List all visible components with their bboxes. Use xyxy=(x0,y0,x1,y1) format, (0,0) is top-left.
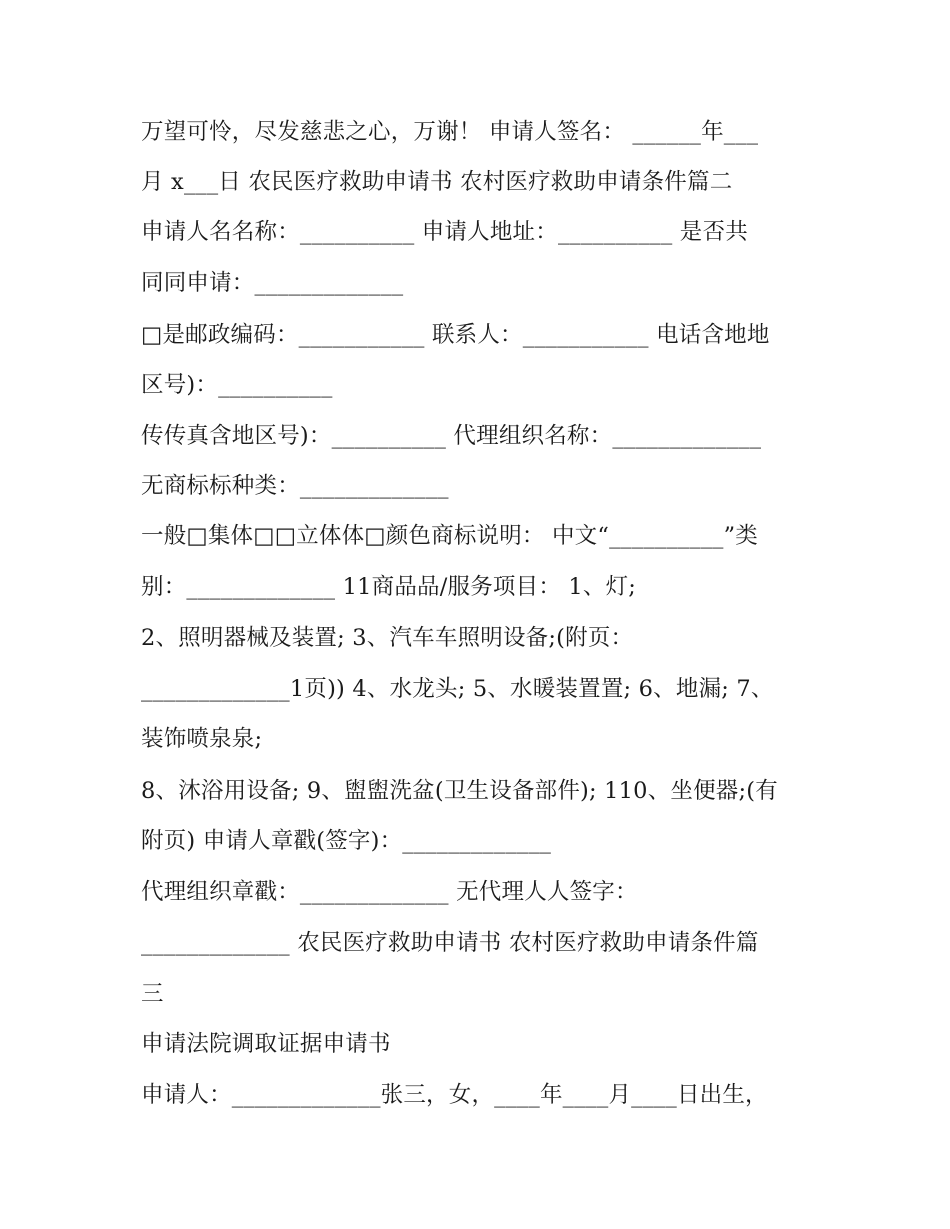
text-line: 装饰喷泉泉; xyxy=(141,726,263,752)
text-line: 区号)：__________ xyxy=(141,372,333,398)
text-line: 一般□集体□□立体体□颜色商标说明： 中文“__________”类 xyxy=(141,523,758,549)
text-line: 别：_____________ 11商品品/服务项目： 1、灯; xyxy=(141,574,637,600)
text-line: 月 x___日 农民医疗救助申请书 农村医疗救助申请条件篇二 xyxy=(141,169,733,195)
text-line: 申请人：_____________张三，女，____年____月____日出生， xyxy=(141,1082,768,1108)
text-line: _____________ 农民医疗救助申请书 农村医疗救助申请条件篇 xyxy=(141,930,759,956)
text-line: 附页) 申请人章戳(签字)：_____________ xyxy=(141,828,552,854)
text-line: 申请人名名称：__________ 申请人地址：__________ 是否共 xyxy=(141,219,748,245)
text-line: _____________1页)) 4、水龙头; 5、水暖装置置; 6、地漏; 7、 xyxy=(141,676,774,702)
text-line: 8、沐浴用设备; 9、盥盥洗盆(卫生设备部件); 110、坐便器;(有 xyxy=(141,778,778,804)
text-line: 代理组织章戳：_____________ 无代理人人签字： xyxy=(141,879,638,905)
text-line: 无商标标种类：_____________ xyxy=(141,473,449,499)
text-line: 2、照明器械及装置; 3、汽车车照明设备;(附页： xyxy=(141,625,634,651)
text-line: 同同申请：_____________ xyxy=(141,270,404,296)
text-line: 三 xyxy=(141,981,164,1007)
text-line: 万望可怜，尽发慈悲之心，万谢！ 申请人签名： ______年___ xyxy=(141,119,759,145)
text-line: 申请法院调取证据申请书 xyxy=(141,1031,391,1057)
text-line: 传传真含地区号)：__________ 代理组织名称：_____________ xyxy=(141,423,762,449)
text-line: □是邮政编码：___________ 联系人：___________ 电话含地地 xyxy=(141,322,770,348)
